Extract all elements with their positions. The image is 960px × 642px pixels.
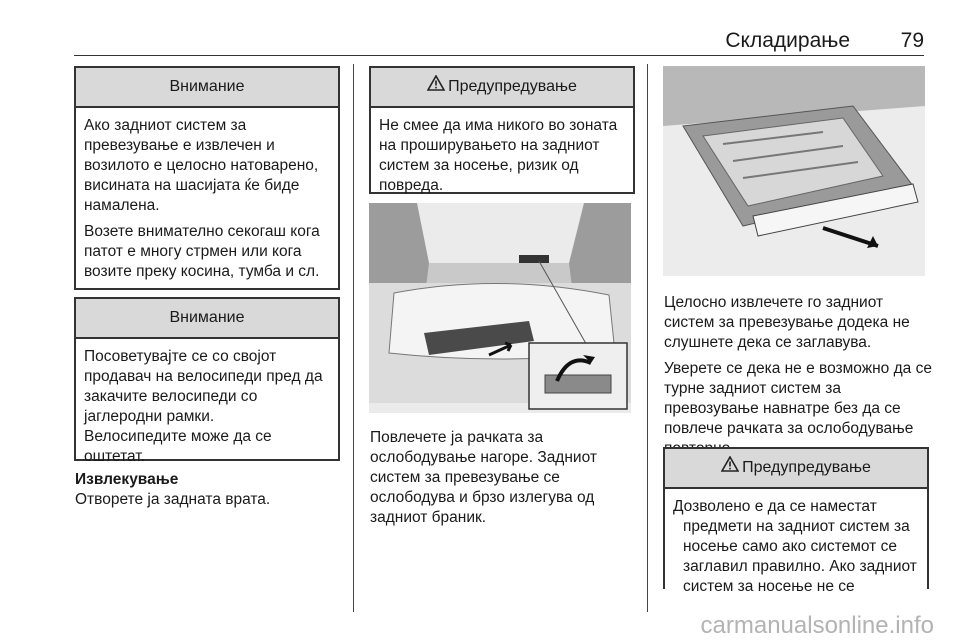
notice-box-2 bbox=[74, 297, 340, 465]
header-divider bbox=[74, 55, 924, 56]
notice-line: Велосипедите може да се оштетат. bbox=[84, 428, 272, 465]
warning-body: Не смее да има никого во зоната на проширувањето на задниот систем за носење, ризик од повреда. bbox=[379, 117, 618, 194]
section-text: Отворете ја задната врата. bbox=[75, 491, 271, 508]
page-title: Складирање bbox=[725, 29, 850, 52]
warning-title: Предупредување bbox=[448, 78, 577, 95]
notice-title: Внимание bbox=[76, 68, 338, 108]
column-divider-1 bbox=[353, 64, 354, 612]
warning-body bbox=[665, 489, 927, 603]
warning-line: Дозволено е да се наместат bbox=[673, 498, 877, 515]
section-heading: Извлекување bbox=[75, 471, 179, 488]
warning-triangle-icon bbox=[721, 449, 739, 487]
instructions-text bbox=[664, 293, 932, 465]
warning-header bbox=[371, 68, 633, 108]
watermark: carmanualsonline.info bbox=[700, 612, 934, 639]
notice-body bbox=[76, 108, 338, 294]
notice-line: Посоветувајте се со својот продавач на велосипеди пред да закачите велосипеди со јаглеродни рамки. bbox=[84, 348, 323, 425]
carrier-extended-illustration bbox=[663, 66, 925, 276]
column-divider-2 bbox=[647, 64, 648, 612]
warning-header bbox=[665, 449, 927, 489]
notice-paragraph: Возете внимателно секогаш кога патот е многу стрмен или кога возите преку косина, тумба и сл. bbox=[84, 223, 320, 280]
page-number: 79 bbox=[900, 29, 924, 52]
instruction-paragraph: Целосно извлечете го задниот систем за превезување додека не слушнете дека се заглавува. bbox=[664, 294, 910, 351]
instruction-paragraph: Уверете се дека не е возможно да се турне задниот систем за превозување навнатре без да се повлече рачката за ослободување bbox=[664, 360, 932, 437]
warning-title: Предупредување bbox=[742, 459, 871, 476]
section-extraction bbox=[75, 470, 345, 510]
warning-line: предмети на задниот систем за носење само ако системот се заглавил правилно. Ако задниот систем за носење не се bbox=[683, 518, 917, 595]
notice-paragraph: Ако задниот систем за превезување е извлечен и возилото е целосно натоварено, висината на шасијата ќе биде намалена. bbox=[84, 117, 319, 214]
warning-box-2 bbox=[663, 447, 929, 595]
notice-box-1 bbox=[74, 66, 340, 290]
notice-title: Внимание bbox=[76, 299, 338, 339]
notice-body bbox=[76, 339, 338, 473]
caption-text: Повлечете ја рачката за ослободување нагоре. Задниот систем за превезување се ослободува и брзо излегува од задниот браник. bbox=[370, 429, 597, 526]
warning-box-1 bbox=[369, 66, 635, 194]
tailgate-release-illustration bbox=[369, 203, 631, 413]
warning-triangle-icon bbox=[427, 68, 445, 106]
